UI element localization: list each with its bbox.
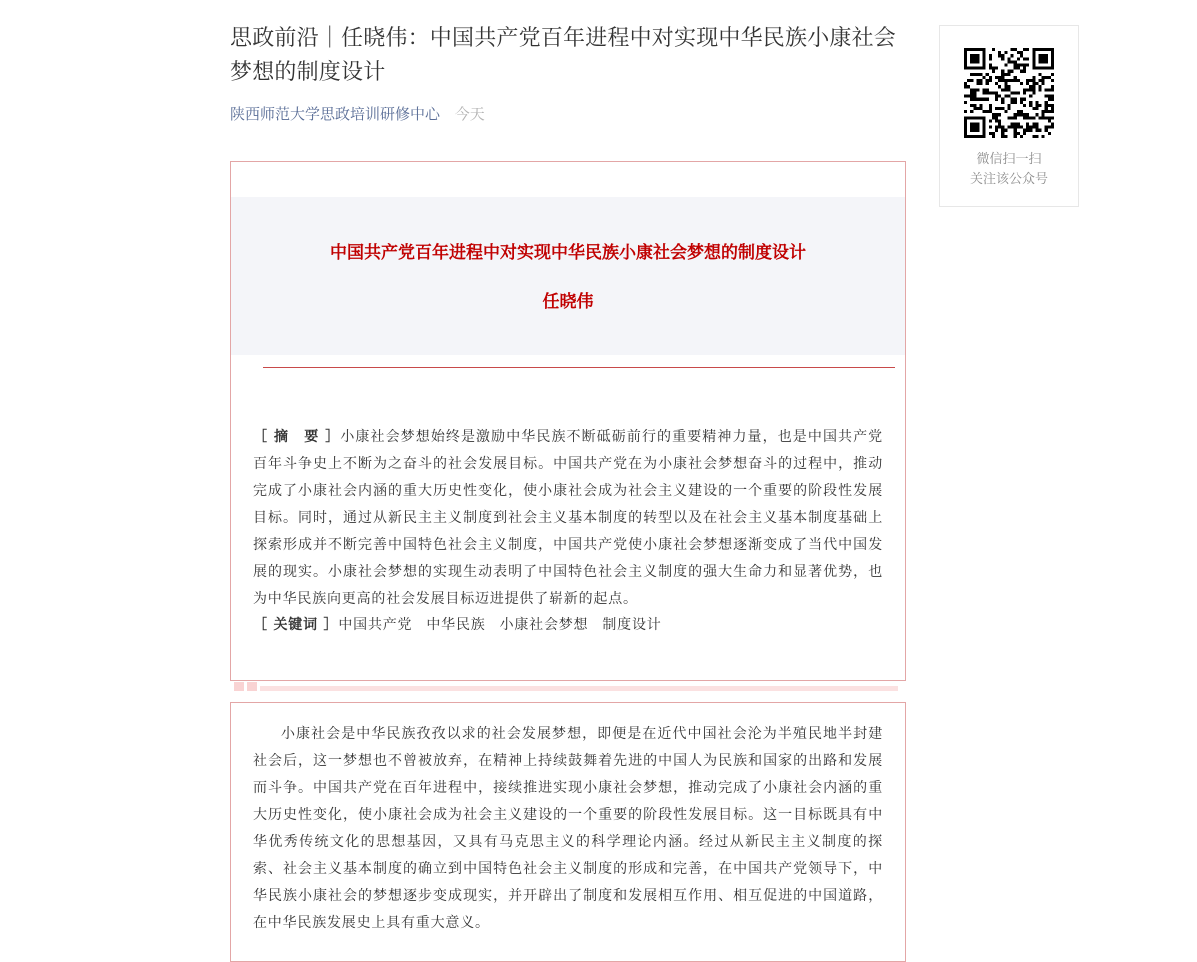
qr-code-icon bbox=[964, 48, 1054, 138]
divider-bar bbox=[260, 686, 898, 691]
abstract-box bbox=[230, 161, 906, 681]
publish-time: 今天 bbox=[454, 105, 485, 123]
abstract-label: ［ 摘 要 ］ bbox=[253, 429, 341, 445]
paper-title: 中国共产党百年进程中对实现中华民族小康社会梦想的制度设计 bbox=[330, 243, 806, 263]
divider-square bbox=[234, 682, 244, 691]
account-name-link[interactable]: 陕西师范大学思政培训研修中心 bbox=[230, 105, 441, 123]
abstract bbox=[253, 424, 883, 613]
keywords-label: ［ 关键词 ］ bbox=[253, 617, 339, 633]
red-divider bbox=[263, 367, 895, 368]
keywords bbox=[253, 612, 883, 639]
keyword-item: 小康社会梦想 bbox=[499, 617, 589, 633]
keyword-item: 制度设计 bbox=[602, 617, 662, 633]
abstract-text: 小康社会梦想始终是激励中华民族不断砥砺前行的重要精神力量，也是中国共产党百年斗争史上不断为之奋斗的社会发展目标。中国共产党在为小康社会梦想奋斗的过程中，推动完成了小康社会内涵的重大历史性变化，使小康社会成为社会主义建设的一个重要的阶段性发展目标。同时，通过从新民主主义制度到社会主义基本制度的转型以及在社会主义基本制度基础上探索形成并不断完善中国特色社会主义制度，中国共产党使小康社会梦想逐渐变成了当代中国发展的现实。小康社会梦想的实现生动表明了中国特色社会主义制度的强大生命力和显著优势，也为中华民族向更高的社会发展目标迈进提供了崭新的起点。 bbox=[253, 429, 883, 607]
qr-caption bbox=[940, 150, 1078, 190]
keyword-item: 中国共产党 bbox=[338, 617, 413, 633]
article-title: 思政前沿｜任晓伟：中国共产党百年进程中对实现中华民族小康社会梦想的制度设计 bbox=[230, 26, 897, 85]
qr-caption-line1: 微信扫一扫 bbox=[976, 152, 1042, 167]
article-meta bbox=[230, 103, 908, 125]
article-header bbox=[230, 22, 908, 125]
body-paragraph: 小康社会是中华民族孜孜以求的社会发展梦想，即便是在近代中国社会沦为半殖民地半封建社会后，这一梦想也不曾被放弃，在精神上持续鼓舞着先进的中国人为民族和国家的出路和发展而斗争。中国共产党在百年进程中，接续推进实现小康社会梦想，推动完成了小康社会内涵的重大历史性变化，使小康社会成为社会主义建设的一个重要的阶段性发展目标。这一目标既具有中华优秀传统文化的思想基因，又具有马克思主义的科学理论内涵。经过从新民主主义制度的探索、社会主义基本制度的确立到中国特色社会主义制度的形成和完善，在中国共产党领导下，中华民族小康社会的梦想逐步变成现实，并开辟出了制度和发展相互作用、相互促进的中国道路，在中华民族发展史上具有重大意义。 bbox=[253, 726, 883, 931]
body-box bbox=[230, 702, 906, 962]
keyword-item: 中华民族 bbox=[426, 617, 486, 633]
qr-card bbox=[939, 25, 1079, 207]
qr-caption-line2: 关注该公众号 bbox=[969, 172, 1048, 187]
paper-author: 任晓伟 bbox=[542, 292, 594, 312]
title-band bbox=[231, 197, 905, 355]
section-divider bbox=[234, 682, 898, 691]
divider-square bbox=[247, 682, 257, 691]
